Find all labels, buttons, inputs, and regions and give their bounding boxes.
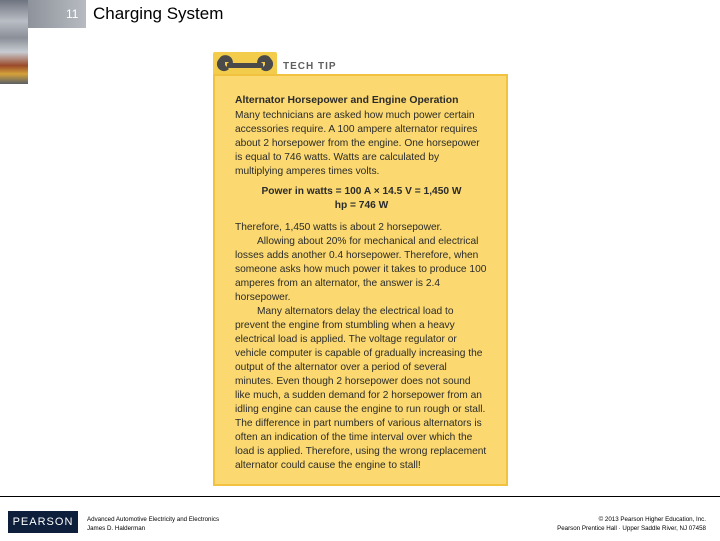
copyright (557, 515, 706, 533)
tech-tip-body (213, 74, 508, 486)
formula-line-1: Power in watts = 100 A × 14.5 V = 1,450 W (261, 186, 462, 197)
formula-line-2: hp = 746 W (334, 200, 389, 211)
chapter-image-strip (0, 0, 28, 84)
tip-paragraph-2: Allowing about 20% for mechanical and electrical losses adds another 0.4 horsepower. Therefore, when someone asks how much power it takes to produce 100 amperes from an alternator, the answer is 2.4 horsepower. (235, 236, 487, 303)
chapter-number: 11 (28, 0, 86, 28)
copyright-line-2: Pearson Prentice Hall · Upper Saddle River, NJ 07458 (557, 525, 706, 532)
copyright-line-1: © 2013 Pearson Higher Education, Inc. (598, 516, 706, 523)
tip-intro: Many technicians are asked how much power certain accessories require. A 100 ampere alternator requires about 2 horsepower from the engine. One horsepower is equal to 746 watts. Watts are calculated by multiplying amperes times volts. (235, 110, 480, 177)
tech-tip-header (213, 52, 508, 74)
tip-formula (235, 185, 488, 213)
tech-tip-label: TECH TIP (283, 61, 337, 72)
tip-paragraph-1: Therefore, 1,450 watts is about 2 horsepower. (235, 222, 443, 233)
slide-footer (0, 496, 720, 541)
slide-title: Charging System (93, 4, 224, 23)
book-title: Advanced Automotive Electricity and Electronics (87, 516, 220, 523)
book-credit (87, 515, 219, 533)
tip-heading: Alternator Horsepower and Engine Operation (235, 95, 459, 106)
pearson-logo: PEARSON (8, 511, 78, 533)
book-author: James D. Halderman (87, 525, 146, 532)
tech-tip-card (213, 52, 508, 486)
tip-paragraph-3: Many alternators delay the electrical load to prevent the engine from stumbling when a heavy electrical load is applied. The voltage regulator or vehicle computer is capable of gradually increasing the output of the alternator over a period of several minutes. Even though 2 horsepower does not sound like much, a sudden demand for 2 horsepower from an idling engine can cause the engine to run rough or stall. The difference in part numbers of various alternators is often an indication of the time interval over which the load is applied. Therefore, using the wrong replacement alternator could cause the engine to stall! (235, 306, 487, 471)
